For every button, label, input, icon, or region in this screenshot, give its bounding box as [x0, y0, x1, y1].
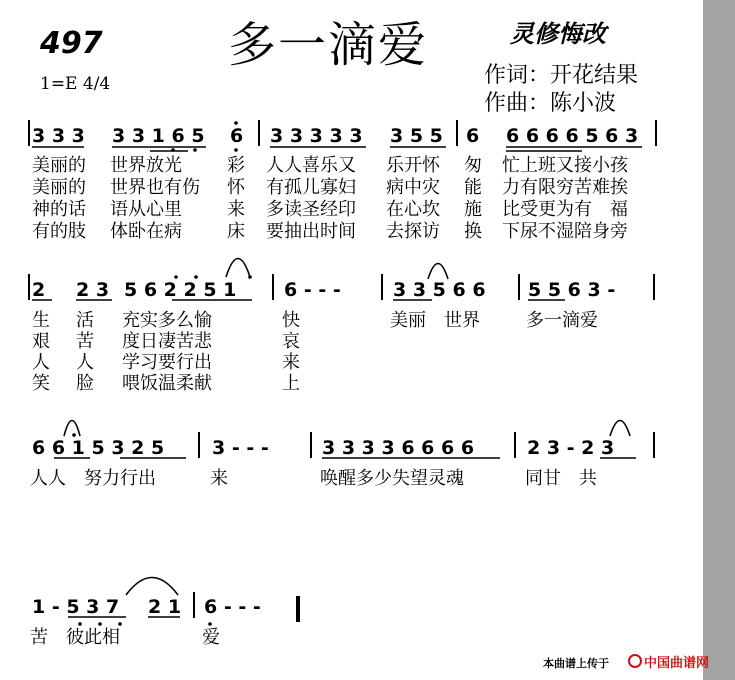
note-group: 6 - - - [204, 596, 261, 618]
lyric: 有的肢 [32, 221, 86, 242]
lyric: 床 [227, 221, 245, 242]
lyric: 度日凄苦悲 [122, 331, 212, 352]
site-logo [628, 652, 709, 671]
arranger-label: 灵修悔改 [510, 20, 606, 48]
note-group: 3 3 3 3 6 6 6 6 [322, 437, 475, 459]
lyric: 活 [76, 310, 94, 331]
note-group: 3 3 5 6 6 [393, 279, 486, 301]
lyric: 多读圣经印 [266, 199, 356, 220]
upload-credit: 本曲谱上传于 [543, 657, 609, 670]
note-group: 2 1 [148, 596, 182, 618]
lyric: 同甘 共 [525, 468, 597, 489]
lyric: 世界放光 [110, 155, 182, 176]
lyric: 语从心里 [110, 199, 182, 220]
lyric: 去探访 [386, 221, 440, 242]
lyric: 来 [282, 352, 300, 373]
lyric: 彩 [227, 155, 245, 176]
note-group: 2 [32, 279, 46, 301]
lyric: 喂饭温柔献 [122, 373, 212, 394]
site-name: 中国曲谱网 [644, 656, 710, 671]
lyric: 施 [464, 199, 482, 220]
lyric: 美丽的 [32, 177, 86, 198]
song-title: 多一滴爱 [228, 17, 429, 73]
lyric: 上 [282, 373, 300, 394]
note-group: 6 6 1 5 3 2 5 [32, 437, 165, 459]
lyric: 神的话 [32, 199, 86, 220]
lyric: 艰 [32, 331, 50, 352]
lyric: 来 [210, 468, 228, 489]
lyric: 下尿不湿陪身旁 [502, 221, 628, 242]
lyric: 病中灾 [386, 177, 440, 198]
note-group: 6 6 6 6 5 6 3 [506, 125, 639, 147]
note-group: 3 3 1 6 5 [112, 125, 205, 147]
note-group: 2 3 - 2 3 [527, 437, 615, 459]
lyric: 人人喜乐又 [266, 155, 356, 176]
note-group: 5 5 6 3 - [528, 279, 616, 301]
lyric: 比受更为有 福 [502, 199, 628, 220]
lyric: 力有限穷苦难挨 [502, 177, 628, 198]
lyric: 忙上班又接小孩 [502, 155, 628, 176]
composer-label: 作曲：陈小波 [484, 91, 617, 116]
lyric: 在心坎 [386, 199, 440, 220]
lyric: 怀 [227, 177, 245, 198]
note-group: 6 [230, 125, 244, 147]
lyric: 人 [76, 352, 94, 373]
note-group: 3 3 3 [32, 125, 85, 147]
lyric: 有孤儿寡妇 [266, 177, 356, 198]
lyric: 美丽的 [32, 155, 86, 176]
lyric: 来 [227, 199, 245, 220]
lyric: 匆 [464, 155, 482, 176]
lyric: 能 [464, 177, 482, 198]
note-group: 6 - - - [284, 279, 341, 301]
lyric: 快 [282, 310, 300, 331]
lyric: 要抽出时间 [266, 221, 356, 242]
lyric: 体卧在病 [110, 221, 182, 242]
lyric: 充实多么愉 [122, 310, 212, 331]
lyric: 人 [32, 352, 50, 373]
score-number: 497 [40, 26, 103, 61]
note-group: 3 3 3 3 3 [270, 125, 363, 147]
lyric: 人人 努力行出 [30, 468, 156, 489]
lyric: 多一滴爱 [526, 310, 598, 331]
lyric: 乐开怀 [386, 155, 440, 176]
note-group: 1 - 5 3 7 [32, 596, 120, 618]
lyricist-label: 作词：开花结果 [484, 63, 639, 88]
note-group: 3 - - - [212, 437, 269, 459]
lyric: 爱 [202, 627, 220, 648]
lyric: 哀 [282, 331, 300, 352]
lyric: 苦 [76, 331, 94, 352]
site-logo-icon [628, 654, 642, 668]
lyric: 笑 [32, 373, 50, 394]
lyric: 世界也有伤 [110, 177, 200, 198]
note-group: 6 [466, 125, 480, 147]
lyric: 苦 彼此相 [30, 627, 120, 648]
lyric: 美丽 世界 [390, 310, 480, 331]
lyric: 脸 [76, 373, 94, 394]
lyric: 换 [464, 221, 482, 242]
note-group: 5 6 2 2 5 1 [124, 279, 237, 301]
lyric: 学习要行出 [122, 352, 212, 373]
note-group: 3 5 5 [390, 125, 443, 147]
lyric: 唤醒多少失望灵魂 [320, 468, 464, 489]
key-signature: 1=E 4/4 [40, 74, 111, 94]
lyric: 生 [32, 310, 50, 331]
note-group: 2 3 [76, 279, 110, 301]
